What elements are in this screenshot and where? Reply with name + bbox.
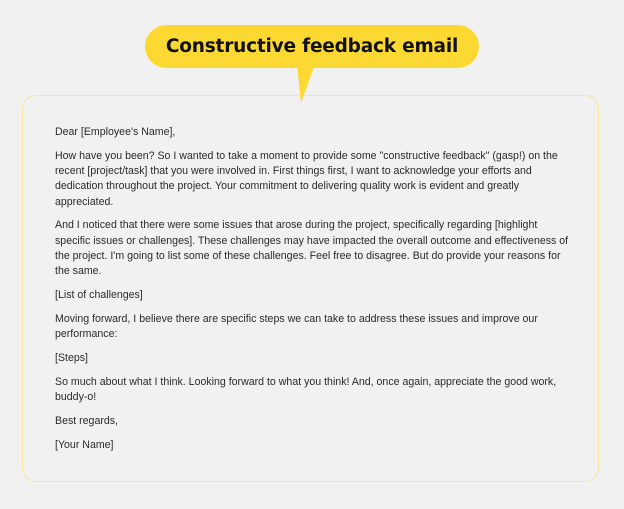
email-paragraph-intro: How have you been? So I wanted to take a moment to provide some "constructive feedback" (gasp!) on the recent [project/task] that you were involved in. First things first, I want to acknowledge your efforts and dedication throughout the project. Your commitment to delivering quality work is evident and greatly appreciated. bbox=[55, 149, 558, 208]
email-paragraph-moving-forward: Moving forward, I believe there are specific steps we can take to address these issues and improve our performance: bbox=[55, 312, 538, 341]
email-paragraph-closing-remarks: So much about what I think. Looking forward to what you think! And, once again, appreciate the good work, buddy-o! bbox=[55, 375, 557, 404]
email-placeholder-challenges: [List of challenges] bbox=[55, 289, 143, 302]
email-signature: [Your Name] bbox=[55, 438, 114, 451]
email-closing: Best regards, bbox=[55, 414, 119, 427]
page-title: Constructive feedback email bbox=[165, 36, 459, 57]
speech-pointer bbox=[297, 64, 315, 103]
email-body bbox=[55, 125, 575, 462]
email-placeholder-steps: [Steps] bbox=[55, 352, 88, 365]
email-greeting: Dear [Employee's Name], bbox=[55, 126, 176, 138]
email-paragraph-issues: And I noticed that there were some issues that arose during the project, specifically regarding [highlight specific issues or challenges]. These challenges may have impacted the overall outcome and effectiveness of the project. I'm going to list some of these challenges. Feel free to disagree. But do provide your reasons for the same. bbox=[55, 219, 569, 278]
title-banner bbox=[145, 25, 479, 68]
